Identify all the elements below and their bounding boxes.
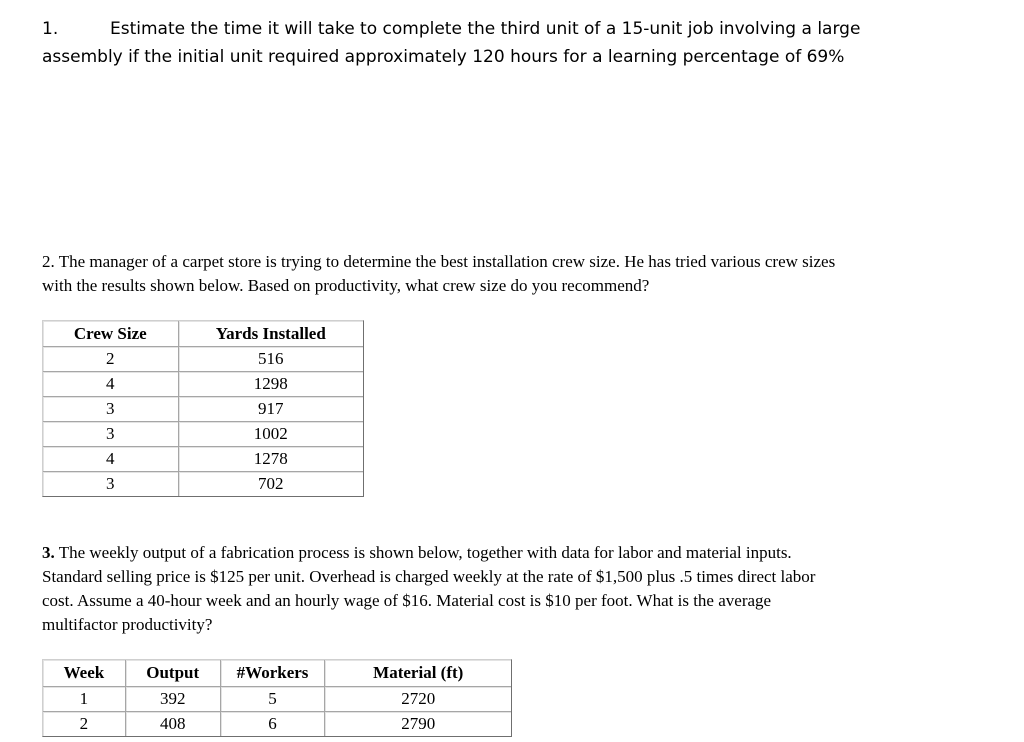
question-3 bbox=[42, 541, 1002, 637]
output-cell: 392 bbox=[126, 687, 221, 712]
question-3-line-1 bbox=[42, 541, 1002, 565]
crew-size-cell: 3 bbox=[43, 472, 179, 496]
question-2-text-2: with the results shown below. Based on productivity, what crew size do you recommend? bbox=[42, 276, 650, 295]
question-3-number: 3. bbox=[42, 543, 55, 562]
material-cell: 2790 bbox=[325, 712, 511, 736]
question-1-line-1 bbox=[42, 15, 1002, 43]
question-3-text-3: cost. Assume a 40-hour week and an hourly wage of $16. Material cost is $10 per foot. What is the average bbox=[42, 591, 772, 610]
yards-installed-cell: 702 bbox=[179, 472, 363, 496]
header-material: Material (ft) bbox=[325, 660, 511, 687]
week-cell: 1 bbox=[43, 687, 126, 712]
workers-cell: 5 bbox=[221, 687, 326, 712]
yards-installed-cell: 1298 bbox=[179, 372, 363, 397]
question-2-text-1: 2. The manager of a carpet store is trying to determine the best installation crew size. He has tried various crew sizes bbox=[42, 252, 836, 271]
week-cell: 2 bbox=[43, 712, 126, 736]
crew-size-cell: 3 bbox=[43, 397, 179, 422]
question-1-text-1: Estimate the time it will take to complete the third unit of a 15-unit job involving a large bbox=[110, 19, 861, 39]
header-week: Week bbox=[43, 660, 126, 687]
question-3-text-1: The weekly output of a fabrication process is shown below, together with data for labor and material inputs. bbox=[54, 543, 792, 562]
workers-cell: 6 bbox=[221, 712, 326, 736]
table-header-row bbox=[43, 321, 363, 347]
crew-size-cell: 2 bbox=[43, 347, 179, 372]
table-row bbox=[43, 372, 363, 397]
table-row bbox=[43, 422, 363, 447]
crew-size-table bbox=[42, 320, 364, 497]
question-3-text-4: multifactor productivity? bbox=[42, 615, 213, 634]
table-row bbox=[43, 447, 363, 472]
crew-size-cell: 4 bbox=[43, 372, 179, 397]
output-cell: 408 bbox=[126, 712, 221, 736]
question-2 bbox=[42, 250, 1002, 298]
table-row bbox=[43, 347, 363, 372]
weekly-output-table bbox=[42, 659, 512, 737]
table-row bbox=[43, 472, 363, 496]
yards-installed-cell: 516 bbox=[179, 347, 363, 372]
header-workers: #Workers bbox=[221, 660, 326, 687]
question-1-text-2: assembly if the initial unit required approximately 120 hours for a learning percentage of 69% bbox=[42, 47, 845, 67]
yards-installed-cell: 1278 bbox=[179, 447, 363, 472]
question-1-number: 1. bbox=[42, 19, 59, 39]
crew-size-cell: 4 bbox=[43, 447, 179, 472]
header-output: Output bbox=[126, 660, 221, 687]
yards-installed-cell: 1002 bbox=[179, 422, 363, 447]
header-crew-size: Crew Size bbox=[43, 321, 179, 347]
question-3-text-2: Standard selling price is $125 per unit. Overhead is charged weekly at the rate of $1,500 plus .5 times direct labor bbox=[42, 567, 816, 586]
question-1 bbox=[42, 15, 1002, 71]
table-header-row bbox=[43, 660, 511, 687]
crew-size-cell: 3 bbox=[43, 422, 179, 447]
table-row bbox=[43, 397, 363, 422]
material-cell: 2720 bbox=[325, 687, 511, 712]
table-row bbox=[43, 712, 511, 736]
header-yards-installed: Yards Installed bbox=[179, 321, 363, 347]
table-row bbox=[43, 687, 511, 712]
yards-installed-cell: 917 bbox=[179, 397, 363, 422]
